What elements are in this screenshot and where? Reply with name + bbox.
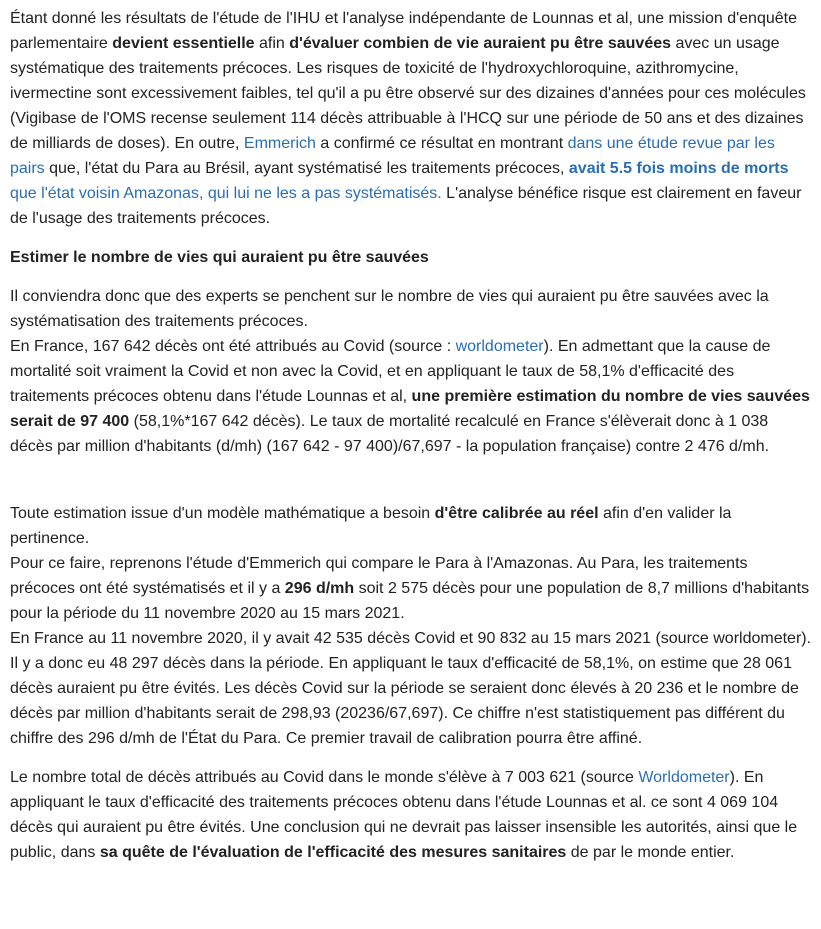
text-run: ). En appliquant le taux d'efficacité des traitements précoces obtenu dans l'étude Lounnas et al. ce sont 4 069 104 décès qui auraient pu être évités. Une conclusion qui ne devrait pas laisser insensible les autorités, ainsi que le public, dans [10,769,798,861]
inline-link[interactable]: avait 5.5 fois moins de morts [568,160,789,177]
text-run: Il conviendra donc que des experts se penchent sur le nombre de vies qui auraient pu être sauvées avec la systématisation des traitements précoces. [10,288,769,330]
text-run: a confirmé ce résultat en montrant [315,135,568,152]
text-run: En France, 167 642 décès ont été attribués au Covid (source : [10,338,456,355]
text-run: de par le monde entier. [566,844,735,861]
text-run: avec un usage systématique des traitements précoces. Les risques de toxicité de l'hydroxychloroquine, azithromycine, ivermectine sont excessivement faibles, tel qu'il a pu être observé sur des dizaines d'années pour ces molécules (Vigibase de l'OMS recense seulement 114 décès attribuable à l'HCQ sur une période de 50 ans et des dizaines de milliards de doses). En outre, [10,35,806,152]
inline-link[interactable]: Worldometer [638,769,730,786]
first-estimate-paragraph [10,284,813,459]
bold-text: sa quête de l'évaluation de l'efficacité des mesures sanitaires [99,844,567,861]
text-run: que, l'état du Para au Brésil, ayant systématisé les traitements précoces, [44,160,569,177]
bold-text: devient essentielle [112,35,255,52]
bold-text: d'être calibrée au réel [434,505,599,522]
text-run: En France au 11 novembre 2020, il y avait 42 535 décès Covid et 90 832 au 15 mars 2021 (source worldometer). Il y a donc eu 48 297 décès dans la période. En appliquant le taux d'efficacité de 58,1%, on estime que 28 061 décès auraient pu être évités. Les décès Covid sur la période se seraient donc élevés à 20 236 et le nombre de décès par million d'habitants serait de 298,93 (20236/67,697). Ce chiffre n'est statistiquement pas différent du chiffre des 296 d/mh de l'État du Para. Ce premier travail de calibration pourra être affiné. [10,630,812,747]
intro-paragraph [10,6,813,231]
calibration-paragraph [10,501,813,751]
text-run: ). En admettant que la cause de mortalité soit vraiment la Covid et non avec la Covid, et en appliquant le taux de 58,1% d'efficacité des traitements précoces obtenu dans l'étude Lounnas et al, [10,338,771,405]
inline-link[interactable]: dans une étude revue par les pairs [10,135,775,177]
world-total-paragraph [10,765,813,865]
bold-text: une première estimation du nombre de vies sauvées serait de 97 400 [10,388,810,430]
text-run: L'analyse bénéfice risque est clairement en faveur de l'usage des traitements précoces. [10,185,802,227]
text-run: soit 2 575 décès pour une population de 8,7 millions d'habitants pour la période du 11 novembre 2020 au 15 mars 2021. [10,580,810,622]
bold-text: 296 d/mh [284,580,355,597]
inline-link[interactable]: que l'état voisin Amazonas, qui lui ne les a pas systématisés. [10,185,442,202]
text-run: Le nombre total de décès attribués au Covid dans le monde s'élève à 7 003 621 (source [10,769,639,786]
text-run: Étant donné les résultats de l'étude de l'IHU et l'analyse indépendante de Lounnas et al, une mission d'enquête parlementaire [10,10,797,52]
text-run: afin [254,35,290,52]
text-run: afin d'en valider la pertinence. [10,505,732,547]
inline-link[interactable]: Emmerich [243,135,316,152]
text-run: Toute estimation issue d'un modèle mathématique a besoin [10,505,435,522]
bold-text: d'évaluer combien de vie auraient pu être sauvées [289,35,672,52]
text-run: (58,1%*167 642 décès). Le taux de mortalité recalculé en France s'élèverait donc à 1 038 décès par million d'habitants (d/mh) (167 642 - 97 400)/67,697 - la population française) contre 2 476 d/mh. [10,413,770,455]
inline-link[interactable]: worldometer [455,338,544,355]
section-heading: Estimer le nombre de vies qui auraient pu être sauvées [10,249,429,266]
text-run: Pour ce faire, reprenons l'étude d'Emmerich qui compare le Para à l'Amazonas. Au Para, les traitements précoces ont été systématisés et il y a [10,555,748,597]
